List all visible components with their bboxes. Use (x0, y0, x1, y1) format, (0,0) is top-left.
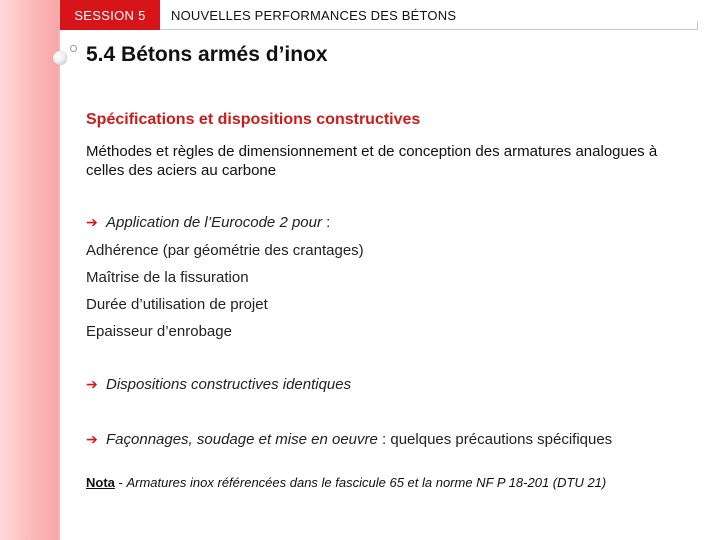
point-dispositions-text: Dispositions constructives identiques (106, 376, 352, 393)
header-title: NOUVELLES PERFORMANCES DES BÉTONS (171, 8, 457, 23)
point-faconnages-text: Façonnages, soudage et mise en oeuvre (106, 431, 378, 448)
list-item: Adhérence (par géométrie des crantages) (86, 242, 364, 259)
point-eurocode (86, 214, 330, 231)
session-label (60, 0, 160, 30)
section-subtitle: Spécifications et dispositions constructives (86, 111, 421, 128)
left-decorative-band (0, 0, 60, 540)
nota-label: Nota (86, 475, 115, 490)
intro-paragraph: Méthodes et règles de dimensionnement et de conception des armatures analogues à celles des aciers au carbone (86, 143, 658, 179)
arrow-right-icon: ➔ (86, 431, 98, 447)
list-item: Durée d’utilisation de projet (86, 296, 268, 313)
small-circle-icon (70, 45, 77, 52)
point-faconnages-suffix: : quelques précautions spécifiques (377, 431, 613, 448)
arrow-right-icon: ➔ (86, 214, 98, 230)
arrow-right-icon: ➔ (86, 376, 98, 392)
point-eurocode-text: Application de l’Eurocode 2 pour (106, 214, 322, 231)
point-eurocode-suffix: : (321, 214, 331, 231)
title-bullet-icon (53, 51, 67, 65)
nota-footnote (86, 475, 606, 490)
nota-separator: - (114, 475, 127, 490)
point-faconnages (86, 431, 612, 448)
header-divider (160, 29, 698, 30)
nota-text: Armatures inox référencées dans le fascicule 65 et la norme NF P 18-201 (DTU 21) (126, 475, 607, 490)
header-divider-tick (697, 22, 698, 30)
list-item: Maîtrise de la fissuration (86, 269, 249, 286)
session-label-text: SESSION 5 (74, 7, 146, 23)
list-item: Epaisseur d’enrobage (86, 323, 232, 340)
point-dispositions (86, 376, 351, 393)
slide-title: 5.4 Bétons armés d’inox (86, 43, 328, 66)
